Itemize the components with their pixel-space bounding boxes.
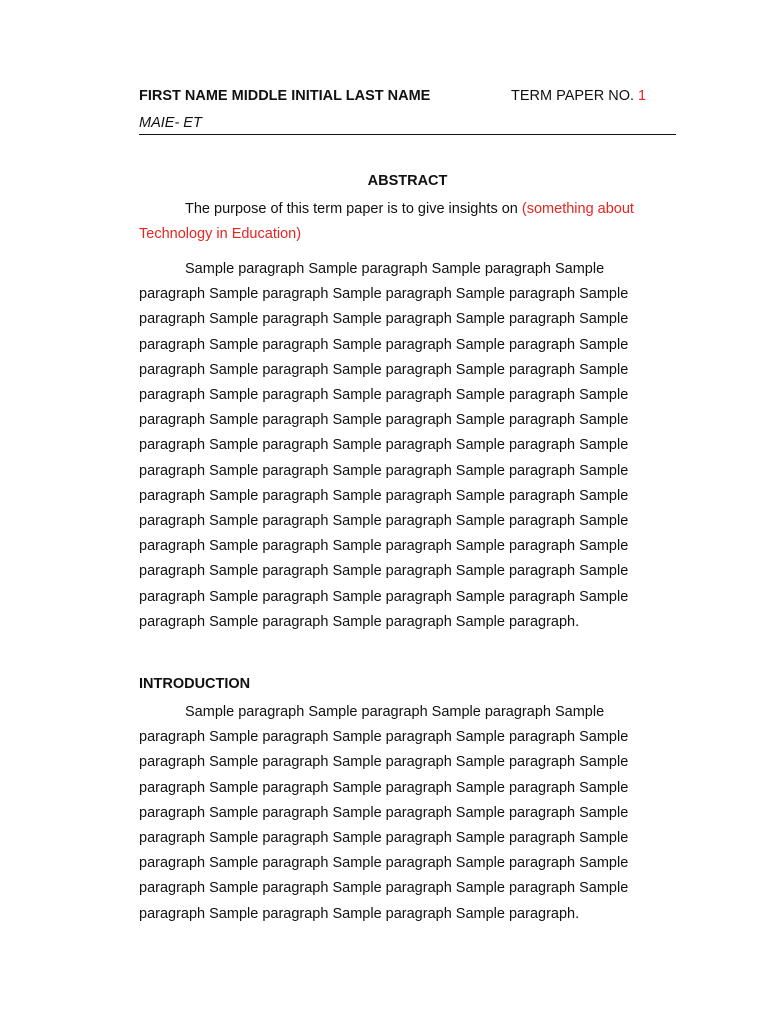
purpose-line [139,197,669,222]
term-paper-number: 1 [638,88,647,104]
term-paper-label [511,86,646,106]
paragraph-line: paragraph Sample paragraph Sample paragraph Sample paragraph Sample [139,462,629,479]
paragraph-line: paragraph Sample paragraph Sample paragraph Sample paragraph Sample [139,437,629,454]
paragraph-line: paragraph Sample paragraph Sample paragraph Sample paragraph Sample [139,412,629,429]
paragraph-line: paragraph Sample paragraph Sample paragraph Sample paragraph Sample [139,487,629,504]
abstract-paragraph [139,257,669,635]
purpose-topic: (something about [521,201,634,217]
abstract-heading: ABSTRACT [367,173,448,189]
paragraph-line: paragraph Sample paragraph Sample paragraph Sample paragraph Sample [139,880,629,897]
paragraph-line: paragraph Sample paragraph Sample paragraph Sample paragraph Sample [139,563,629,580]
paragraph-line: Sample paragraph Sample paragraph Sample paragraph Sample [185,704,605,720]
paragraph-line: paragraph Sample paragraph Sample paragraph Sample paragraph Sample [139,387,629,404]
paragraph-line: paragraph Sample paragraph Sample paragraph Sample paragraph Sample [139,830,629,847]
purpose-text: The purpose of this term paper is to give insights on [185,201,522,217]
paragraph-line: paragraph Sample paragraph Sample paragraph Sample paragraph Sample [139,311,629,328]
paragraph-line: paragraph Sample paragraph Sample paragraph Sample paragraph Sample [139,729,629,746]
paragraph-line: paragraph Sample paragraph Sample paragraph Sample paragraph Sample [139,361,629,378]
paragraph-line: paragraph Sample paragraph Sample paragraph Sample paragraph Sample [139,538,629,555]
document-header [139,86,676,135]
paragraph-line: paragraph Sample paragraph Sample paragraph Sample paragraph Sample [139,513,629,530]
paragraph-line: paragraph Sample paragraph Sample paragraph Sample paragraph. [139,613,580,630]
abstract-purpose [139,197,669,247]
introduction-heading: INTRODUCTION [139,676,251,692]
purpose-topic-continued: Technology in Education) [139,226,302,243]
term-paper-text: TERM PAPER NO. [511,88,639,104]
introduction-paragraph [139,700,669,927]
paragraph-line: paragraph Sample paragraph Sample paragraph Sample paragraph Sample [139,588,629,605]
paragraph-line: paragraph Sample paragraph Sample paragraph Sample paragraph Sample [139,804,629,821]
paragraph-line: paragraph Sample paragraph Sample paragraph Sample paragraph Sample [139,286,629,303]
paragraph-line: Sample paragraph Sample paragraph Sample paragraph Sample [185,261,605,277]
author-name: FIRST NAME MIDDLE INITIAL LAST NAME [139,88,431,104]
paragraph-line: paragraph Sample paragraph Sample paragraph Sample paragraph Sample [139,855,629,872]
paragraph-line: paragraph Sample paragraph Sample paragraph Sample paragraph Sample [139,754,629,771]
paragraph-line: paragraph Sample paragraph Sample paragraph Sample paragraph Sample [139,779,629,796]
program-name: MAIE- ET [139,115,202,131]
paragraph-line: paragraph Sample paragraph Sample paragraph Sample paragraph Sample [139,336,629,353]
paragraph-line: paragraph Sample paragraph Sample paragraph Sample paragraph. [139,905,580,922]
